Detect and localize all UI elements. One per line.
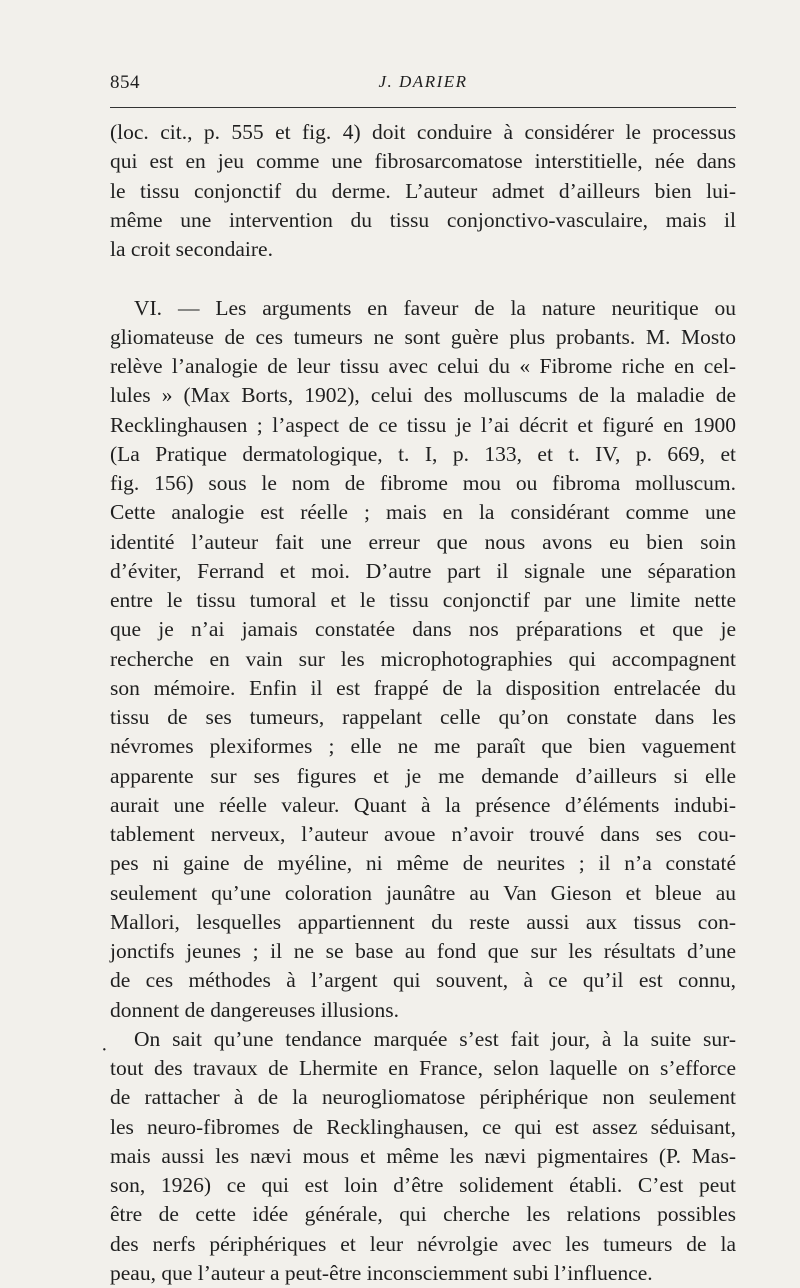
- text-line: la croit secondaire.: [110, 237, 273, 261]
- text-line: fig. 156) sous le nom de fibrome mou ou fibroma molluscum.: [110, 471, 736, 495]
- text-line: On sait qu’une tendance marquée s’est fait jour, à la suite sur-: [134, 1026, 736, 1051]
- page-header: [110, 72, 736, 104]
- text-line: d’éviter, Ferrand et moi. D’autre part il signale une séparation: [110, 558, 736, 583]
- text-line: névromes plexiformes ; elle ne me paraît que bien vaguement: [110, 734, 736, 759]
- text-line: VI. — Les arguments en faveur de la nature neuritique ou: [134, 295, 736, 320]
- text-line: pes ni gaine de myéline, ni même de neurites ; il n’a constaté: [110, 851, 736, 876]
- text-line: être de cette idée générale, qui cherche les relations possibles: [110, 1202, 736, 1227]
- text-line: gliomateuse de ces tumeurs ne sont guère plus probants. M. Mosto: [110, 324, 736, 349]
- text-line: même une intervention du tissu conjonctivo-vasculaire, mais il: [110, 207, 736, 232]
- text-line: son, 1926) ce qui est loin d’être solidement établi. C’est peut: [110, 1173, 736, 1197]
- text-line: recherche en vain sur les microphotographies qui accompagnent: [110, 646, 736, 671]
- running-head: J. DARIER: [378, 72, 468, 91]
- text-line: de rattacher à de la neurogliomatose périphérique non seulement: [110, 1085, 736, 1110]
- text-line: que je n’ai jamais constatée dans nos préparations et que je: [110, 617, 736, 642]
- text-line: qui est en jeu comme une fibrosarcomatose interstitielle, née dans: [110, 149, 736, 174]
- text-line: (La Pratique dermatologique, t. I, p. 133, et t. IV, p. 669, et: [110, 441, 736, 466]
- text-line: jonctifs jeunes ; il ne se base au fond que sur les résultats d’une: [110, 939, 736, 963]
- text-line: seulement qu’une coloration jaunâtre au Van Gieson et bleue au: [110, 880, 736, 905]
- text-line: donnent de dangereuses illusions.: [110, 997, 400, 1022]
- page-number: 854: [110, 72, 140, 93]
- text-line: de ces méthodes à l’argent qui souvent, à ce qu’il est connu,: [110, 968, 736, 993]
- text-line: Cette analogie est réelle ; mais en la considérant comme une: [110, 500, 736, 525]
- header-rule: [110, 107, 736, 108]
- text-line: peau, que l’auteur a peut-être inconsciemment subi l’influence.: [110, 1260, 653, 1285]
- text-line: le tissu conjonctif du derme. L’auteur admet d’ailleurs bien lui-: [110, 178, 736, 203]
- text-line: identité l’auteur fait une erreur que nous avons eu bien soin: [110, 529, 736, 554]
- text-line: tissu de ses tumeurs, rappelant celle qu’on constate dans les: [110, 705, 736, 729]
- text-line: lules » (Max Borts, 1902), celui des molluscums de la maladie de: [110, 383, 736, 408]
- text-line: aurait une réelle valeur. Quant à la présence d’éléments indubi-: [110, 792, 736, 817]
- paragraph-gap: [110, 264, 736, 293]
- text-line: mais aussi les nævi mous et même les nævi pigmentaires (P. Mas-: [110, 1143, 736, 1168]
- text-line: Mallori, lesquelles appartiennent du reste aussi aux tissus con-: [110, 909, 736, 934]
- text-line: des nerfs périphériques et leur névrolgie avec les tumeurs de la: [110, 1231, 736, 1256]
- paragraph-continuation: [110, 118, 736, 264]
- text-line: Recklinghausen ; l’aspect de ce tissu je l’ai décrit et figuré en 1900: [110, 412, 736, 437]
- text-line: apparente sur ses figures et je me demande d’ailleurs si elle: [110, 763, 736, 788]
- text-line: les neuro-fibromes de Recklinghausen, ce qui est assez séduisant,: [110, 1114, 736, 1139]
- paragraph-section-vi: [110, 294, 736, 1025]
- text-line: relève l’analogie de leur tissu avec celui du « Fibrome riche en cel-: [110, 354, 736, 378]
- text-line: entre le tissu tumoral et le tissu conjonctif par une limite nette: [110, 588, 736, 612]
- body-text: [110, 118, 736, 1288]
- text-line: son mémoire. Enfin il est frappé de la disposition entrelacée du: [110, 675, 736, 700]
- paragraph-neurogliomatose: [110, 1025, 736, 1288]
- text-line: tout des travaux de Lhermite en France, selon laquelle on s’efforce: [110, 1056, 736, 1080]
- text-line: tablement nerveux, l’auteur avoue n’avoir trouvé dans ses cou-: [110, 822, 736, 846]
- margin-mark: ·: [101, 1039, 108, 1061]
- text-line: (loc. cit., p. 555 et fig. 4) doit conduire à considérer le processus: [110, 120, 736, 144]
